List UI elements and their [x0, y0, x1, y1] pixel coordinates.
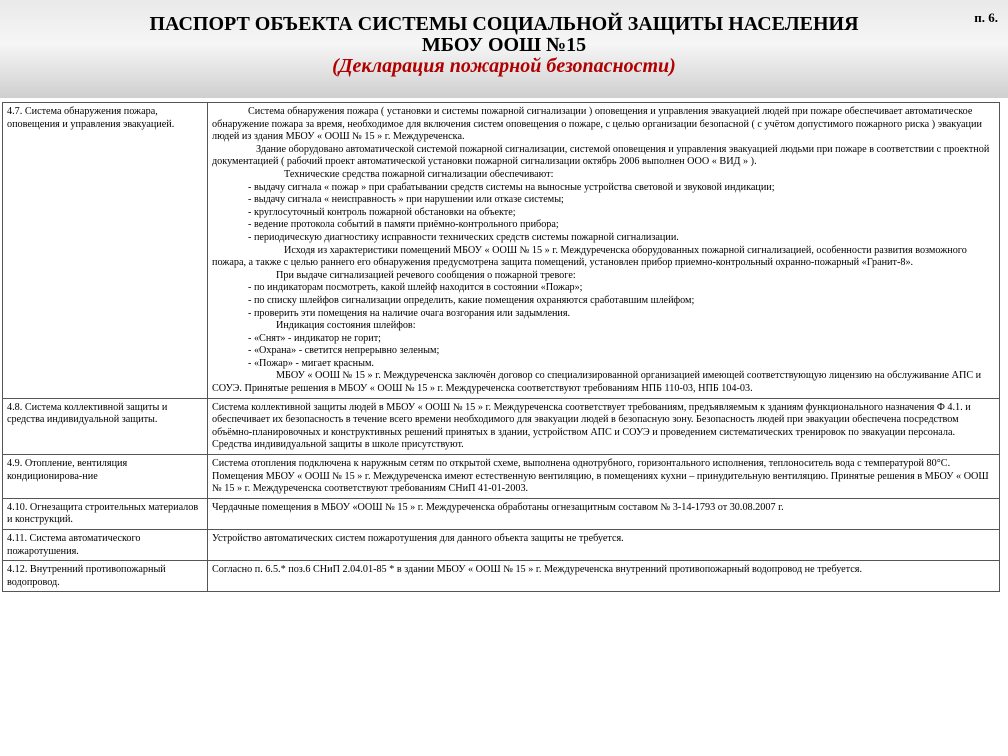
row-label: 4.12. Внутренний противопожарный водопровод.: [3, 561, 208, 592]
list-item: - «Снят» - индикатор не горит;: [248, 332, 382, 344]
paragraph: Индикация состояния шлейфов:: [276, 320, 416, 332]
row-content: Система коллективной защиты людей в МБОУ « ООШ № 15 » г. Междуреченска соответствует требованиям, предъявляемым к зданиям функционального назначения Ф 4.1. и обеспечивает их безопасность в течение всего времени необходимого для эвакуации людей в безопасную зону. Безопасность людей при эвакуации обеспечена посредством объёмно-планировочных и конструктивных решений принятых в здании, устройством АПС и СОУЭ и проведением систематических тренировок по эвакуации персонала. Средства индивидуальной защиты в школе присутствуют.: [208, 398, 1000, 454]
page-title: [0, 14, 1008, 77]
list-item: - ведение протокола событий в памяти приёмно-контрольного прибора;: [248, 219, 559, 231]
list-item: - выдачу сигнала « неисправность » при нарушении или отказе системы;: [248, 194, 564, 206]
row-content: Устройство автоматических систем пожаротушения для данного объекта защиты не требуется.: [208, 530, 1000, 561]
list-item: - «Пожар» - мигает красным.: [248, 357, 374, 369]
list-item: - по списку шлейфов сигнализации определить, какие помещения охраняются сработавшим шлейфом;: [248, 294, 695, 306]
table-row: [3, 455, 1000, 499]
row-content: Чердачные помещения в МБОУ «ООШ № 15 » г. Междуреченска обработаны огнезащитным составом № 3-14-1793 от 30.08.2007 г.: [208, 498, 1000, 529]
title-line-1: ПАСПОРТ ОБЪЕКТА СИСТЕМЫ СОЦИАЛЬНОЙ ЗАЩИТЫ НАСЕЛЕНИЯ: [149, 13, 859, 35]
list-item: - круглосуточный контроль пожарной обстановки на объекте;: [248, 206, 516, 218]
title-subtitle: (Декларация пожарной безопасности): [332, 55, 676, 77]
row-label: 4.8. Система коллективной защиты и средства индивидуальной защиты.: [3, 398, 208, 454]
list-item: - по индикаторам посмотреть, какой шлейф находится в состоянии «Пожар»;: [248, 282, 583, 294]
row-label: 4.10. Огнезащита строительных материалов и конструкций.: [3, 498, 208, 529]
row-label: 4.9. Отопление, вентиляция кондиционирова-ние: [3, 455, 208, 499]
row-content: [208, 103, 1000, 399]
paragraph: Исходя из характеристики помещений МБОУ « ООШ № 15 » г. Междуреченска оборудованных пожарной сигнализацией, особенности развития возможного пожара, а также с целью раннего его обнаружения предусмотрена защита помещений, установлен прибор приемно-контрольный охранно-пожарный «Гранит-8».: [212, 244, 967, 269]
table-row: [3, 561, 1000, 592]
list-item: - проверить эти помещения на наличие очага возгорания или задымления.: [248, 307, 571, 319]
table-row: [3, 530, 1000, 561]
paragraph: МБОУ « ООШ № 15 » г. Междуреченска заключён договор со специализированной организацией имеющей соответствующую лицензию на обслуживание АПС и СОУЭ. Принятые решения в МБОУ « ООШ № 15 » г. Междуреченска соответствуют требованиям НПБ 110-03, НПБ 104-03.: [212, 370, 982, 395]
passport-table: [2, 102, 1000, 592]
row-label: 4.11. Система автоматического пожаротушения.: [3, 530, 208, 561]
paragraph: При выдаче сигнализацией речевого сообщения о пожарной тревоге:: [276, 269, 576, 281]
row-content: Система отопления подключена к наружным сетям по открытой схеме, выполнена однотрубного, горизонтального исполнения, теплоноситель вода с температурой 80°С. Помещения МБОУ « ООШ № 15 » г. Междуреченска имеют естественную вентиляцию, в помещениях кухни – принудительную вентиляцию. Принятые решения в МБОУ « ООШ № 15 » г. Междуреченска соответствуют требованиям СНиП 41-01-2003.: [208, 455, 1000, 499]
row-content: Согласно п. 6.5.* поз.6 СНиП 2.04.01-85 * в здании МБОУ « ООШ № 15 » г. Междуреченска внутренний противопожарный водопровод не требуется.: [208, 561, 1000, 592]
paragraph: Технические средства пожарной сигнализации обеспечивают:: [284, 168, 554, 180]
title-line-2: МБОУ ООШ №15: [421, 34, 587, 56]
table-row: [3, 103, 1000, 399]
paragraph: Система обнаружения пожара ( установки и системы пожарной сигнализации ) оповещения и управления эвакуацией людей при пожаре обеспечивает автоматическое обнаружение пожара за время, необходимое для включения систем оповещения о пожаре, с целью организации безопасной ( с учётом допустимого пожарного риска ) эвакуации людей из здания МБОУ « ООШ № 15 » г. Междуреченска.: [212, 106, 982, 143]
page-header: [0, 0, 1008, 98]
row-label: 4.7. Система обнаружения пожара, оповещения и управления эвакуацией.: [3, 103, 208, 399]
paragraph: Здание оборудовано автоматической системой пожарной сигнализации, системой оповещения и управления эвакуацией людьми при пожаре в соответствии с проектной документацией ( рабочий проект автоматической установки пожарной сигнализации октябрь 2006 выполнен ООО « ВИД » ).: [212, 143, 990, 168]
list-item: - «Охрана» - светится непрерывно зеленым;: [248, 345, 440, 357]
page-number: п. 6.: [974, 10, 998, 25]
table-row: [3, 398, 1000, 454]
table-row: [3, 498, 1000, 529]
list-item: - выдачу сигнала « пожар » при срабатывании средств системы на выносные устройства световой и звуковой индикации;: [248, 181, 775, 193]
list-item: - периодическую диагностику исправности технических средств системы пожарной сигнализации.: [248, 231, 679, 243]
